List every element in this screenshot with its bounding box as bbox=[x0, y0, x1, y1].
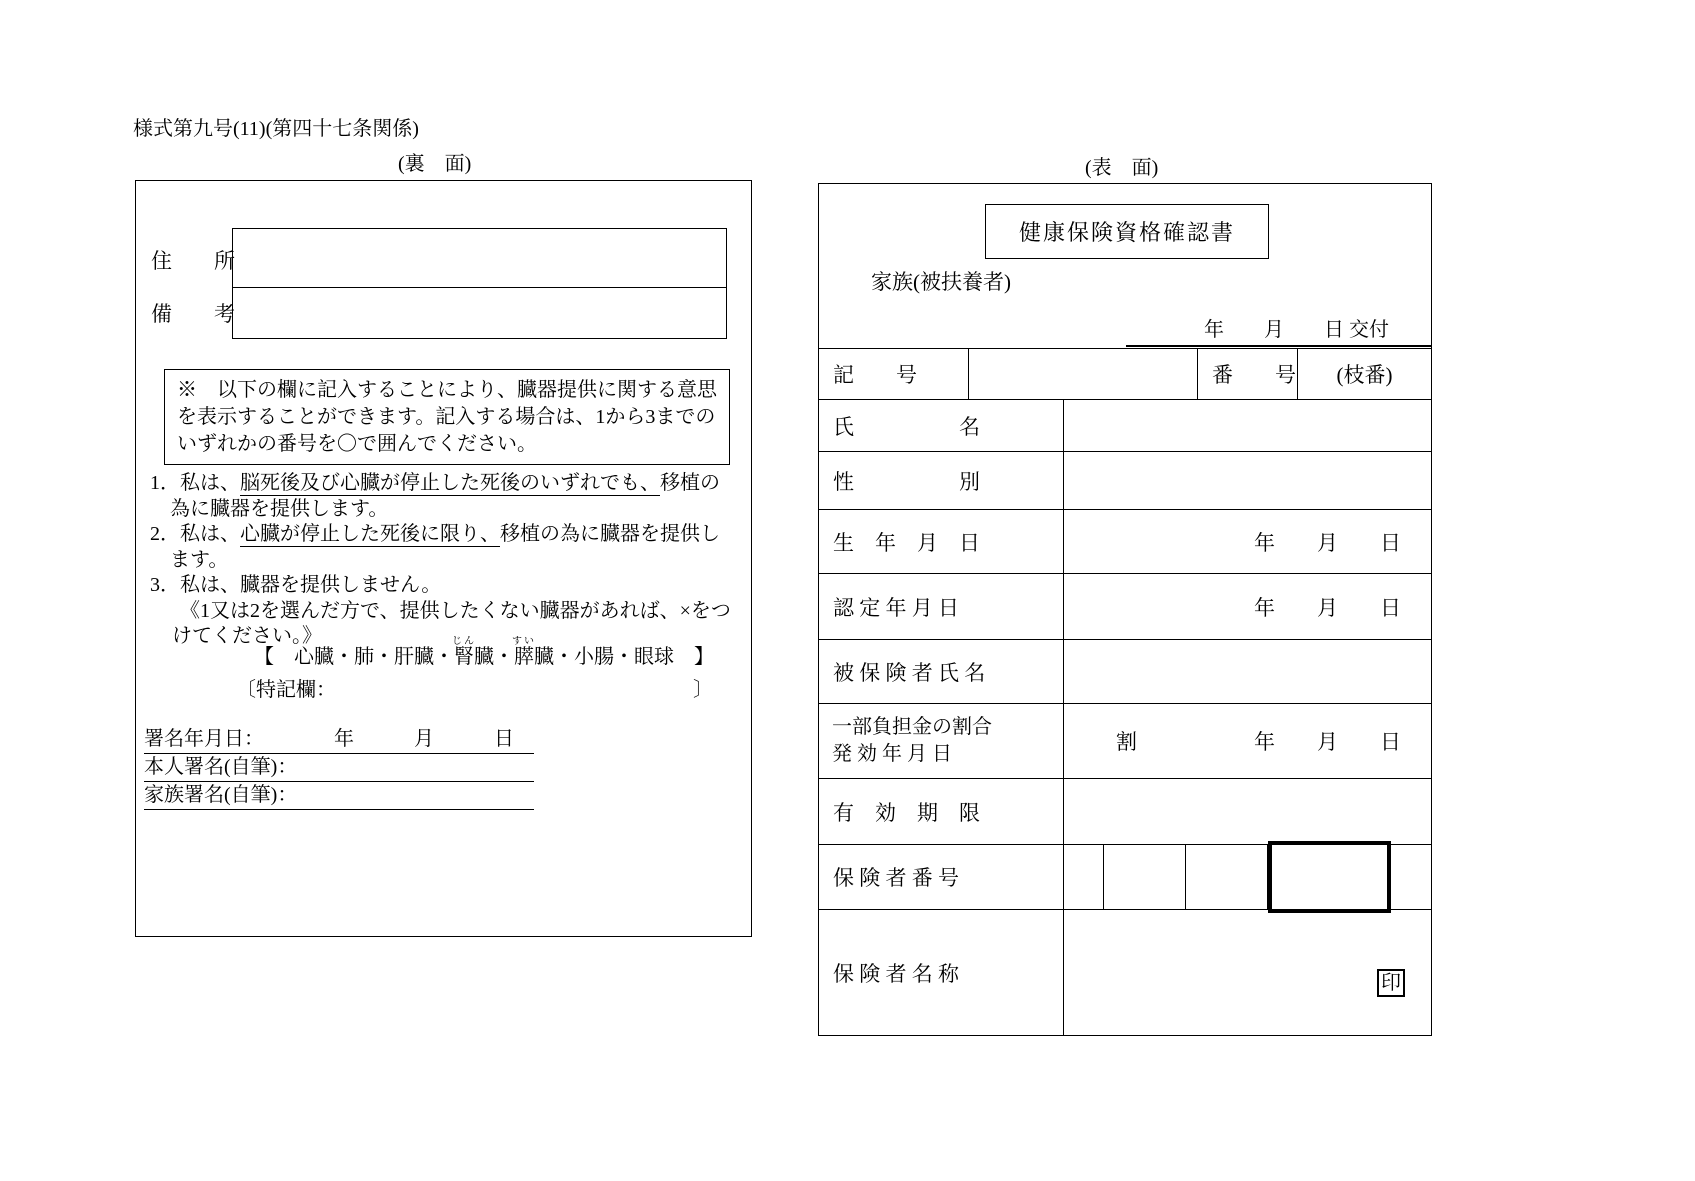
insurer-number-emphasis-box[interactable] bbox=[1268, 841, 1391, 913]
remarks-label: 備 考 bbox=[151, 302, 235, 326]
copayment-label bbox=[819, 704, 1064, 778]
symbol-value-field[interactable] bbox=[969, 349, 1198, 399]
organ-pancreas-furigana: すい bbox=[512, 636, 536, 647]
signature-self-field[interactable]: 本人署名(自筆)： bbox=[144, 754, 534, 782]
donor-caution-line1: 《1又は2を選んだ方で、提供したくない臓器があれば、×をつ bbox=[180, 599, 731, 622]
family-dependent-label: 家族(被扶養者) bbox=[871, 270, 1011, 294]
seal-mark: 印 bbox=[1377, 969, 1405, 997]
copayment-row bbox=[819, 703, 1431, 778]
organ-kidney-ruby bbox=[452, 636, 476, 668]
organ-list-part2: 臓・ bbox=[474, 646, 514, 668]
donor-option-2-line1[interactable] bbox=[150, 522, 735, 548]
copayment-value-field[interactable] bbox=[1064, 704, 1431, 778]
insurer-number-cell-5[interactable] bbox=[1391, 845, 1431, 909]
front-side-label: (表 面) bbox=[1085, 157, 1159, 179]
certification-date-value-field[interactable] bbox=[1064, 574, 1431, 639]
signature-family-field[interactable]: 家族署名(自筆)： bbox=[144, 782, 534, 810]
name-value-field[interactable] bbox=[1064, 400, 1431, 451]
front-form-panel bbox=[818, 183, 1432, 1036]
address-field[interactable] bbox=[233, 229, 726, 287]
option1-underlined: 脳死後及び心臓が停止した死後のいずれでも、 bbox=[240, 472, 660, 494]
donor-option-2-line2: ます。 bbox=[170, 548, 229, 571]
option2-underlined: 心臓が停止した死後に限り、 bbox=[240, 523, 500, 545]
insurer-number-label: 保 険 者 番 号 bbox=[819, 845, 1064, 909]
signature-date-field[interactable]: 署名年月日： 年 月 日 bbox=[144, 726, 534, 754]
symbol-label: 記 号 bbox=[819, 349, 969, 399]
name-row bbox=[819, 399, 1431, 451]
copayment-ratio-placeholder: 割 bbox=[1116, 730, 1137, 754]
address-remarks-box bbox=[232, 228, 727, 339]
expiry-value-field[interactable] bbox=[1064, 779, 1431, 844]
certification-date-row bbox=[819, 573, 1431, 639]
insured-name-label: 被 保 険 者 氏 名 bbox=[819, 640, 1064, 703]
option2-suffix: 移植の為に臓器を提供し bbox=[500, 523, 720, 545]
back-side-label: (裏 面) bbox=[398, 153, 472, 175]
insurer-number-cell-3[interactable] bbox=[1186, 845, 1268, 909]
option2-prefix: 2．私は、 bbox=[150, 523, 240, 545]
insured-name-value-field[interactable] bbox=[1064, 640, 1431, 703]
birthdate-value-field[interactable] bbox=[1064, 510, 1431, 573]
organ-pancreas-char: 膵 bbox=[512, 646, 536, 668]
insurer-name-value-field[interactable] bbox=[1064, 910, 1431, 1035]
remarks-field[interactable] bbox=[233, 287, 726, 338]
signature-block bbox=[144, 726, 534, 810]
copayment-ymd-placeholder: 年 月 日 bbox=[1254, 730, 1401, 754]
birthdate-label: 生 年 月 日 bbox=[819, 510, 1064, 573]
organ-list-part1: 【 心臓・肺・肝臓・ bbox=[254, 646, 454, 668]
front-header bbox=[819, 184, 1431, 348]
branch-number-label: (枝番) bbox=[1336, 363, 1393, 387]
special-notes-open: 〔特記欄： bbox=[236, 679, 336, 701]
insurer-number-cells bbox=[1064, 845, 1431, 909]
organ-pancreas-ruby bbox=[512, 636, 536, 668]
certification-date-label: 認 定 年 月 日 bbox=[819, 574, 1064, 639]
sex-label: 性 別 bbox=[819, 452, 1064, 509]
donor-options bbox=[150, 471, 735, 650]
certification-ymd-placeholder: 年 月 日 bbox=[1254, 595, 1401, 620]
special-notes-close: 〕 bbox=[693, 679, 713, 701]
form-number: 様式第九号(11)(第四十七条関係) bbox=[133, 118, 419, 140]
option1-suffix: 移植の bbox=[660, 472, 720, 494]
organ-list bbox=[254, 636, 714, 669]
organ-kidney-char: 腎 bbox=[452, 646, 476, 668]
organ-list-part3: 臓・小腸・眼球 】 bbox=[534, 646, 714, 668]
donor-note-box bbox=[164, 369, 730, 465]
sex-row bbox=[819, 451, 1431, 509]
insurer-number-cell-1[interactable] bbox=[1064, 845, 1104, 909]
donor-note-line1: ※ 以下の欄に記入することにより、臓器提供に関する意思 bbox=[177, 379, 717, 401]
donor-note-line2: を表示することができます。記入する場合は、1から3までの bbox=[177, 406, 716, 428]
copayment-label-line2: 発 効 年 月 日 bbox=[832, 743, 952, 765]
insurer-number-cell-2[interactable] bbox=[1104, 845, 1186, 909]
number-label: 番 号 bbox=[1198, 349, 1298, 399]
donor-option-1-line2: 為に臓器を提供します。 bbox=[170, 497, 389, 520]
insured-name-row bbox=[819, 639, 1431, 703]
certificate-title: 健康保険資格確認書 bbox=[1018, 220, 1235, 245]
insurer-name-label: 保 険 者 名 称 bbox=[819, 910, 1064, 1035]
donor-note-line3: いずれかの番号を〇で囲んでください。 bbox=[177, 433, 537, 455]
expiry-row bbox=[819, 778, 1431, 844]
birthdate-row bbox=[819, 509, 1431, 573]
address-label: 住 所 bbox=[151, 249, 235, 273]
certificate-title-box bbox=[985, 204, 1269, 259]
birthdate-ymd-placeholder: 年 月 日 bbox=[1254, 530, 1401, 555]
back-form-panel bbox=[135, 180, 752, 937]
donor-option-1-line1[interactable] bbox=[150, 471, 735, 497]
issue-date-field[interactable]: 年 月 日 交付 bbox=[1126, 313, 1431, 347]
option1-prefix: 1．私は、 bbox=[150, 472, 240, 494]
symbol-number-row bbox=[819, 348, 1431, 399]
insurer-name-row bbox=[819, 909, 1431, 1035]
number-value-field[interactable] bbox=[1298, 349, 1431, 399]
expiry-label: 有 効 期 限 bbox=[819, 779, 1064, 844]
special-notes-field[interactable] bbox=[236, 673, 713, 702]
name-label: 氏 名 bbox=[819, 400, 1064, 451]
sex-value-field[interactable] bbox=[1064, 452, 1431, 509]
organ-kidney-furigana: じん bbox=[452, 636, 476, 647]
insurer-number-row bbox=[819, 844, 1431, 909]
copayment-label-line1: 一部負担金の割合 bbox=[832, 716, 992, 738]
donor-option-3[interactable]: 3．私は、臓器を提供しません。 bbox=[150, 574, 442, 596]
donor-caution-line2: けてください。》 bbox=[172, 625, 322, 647]
